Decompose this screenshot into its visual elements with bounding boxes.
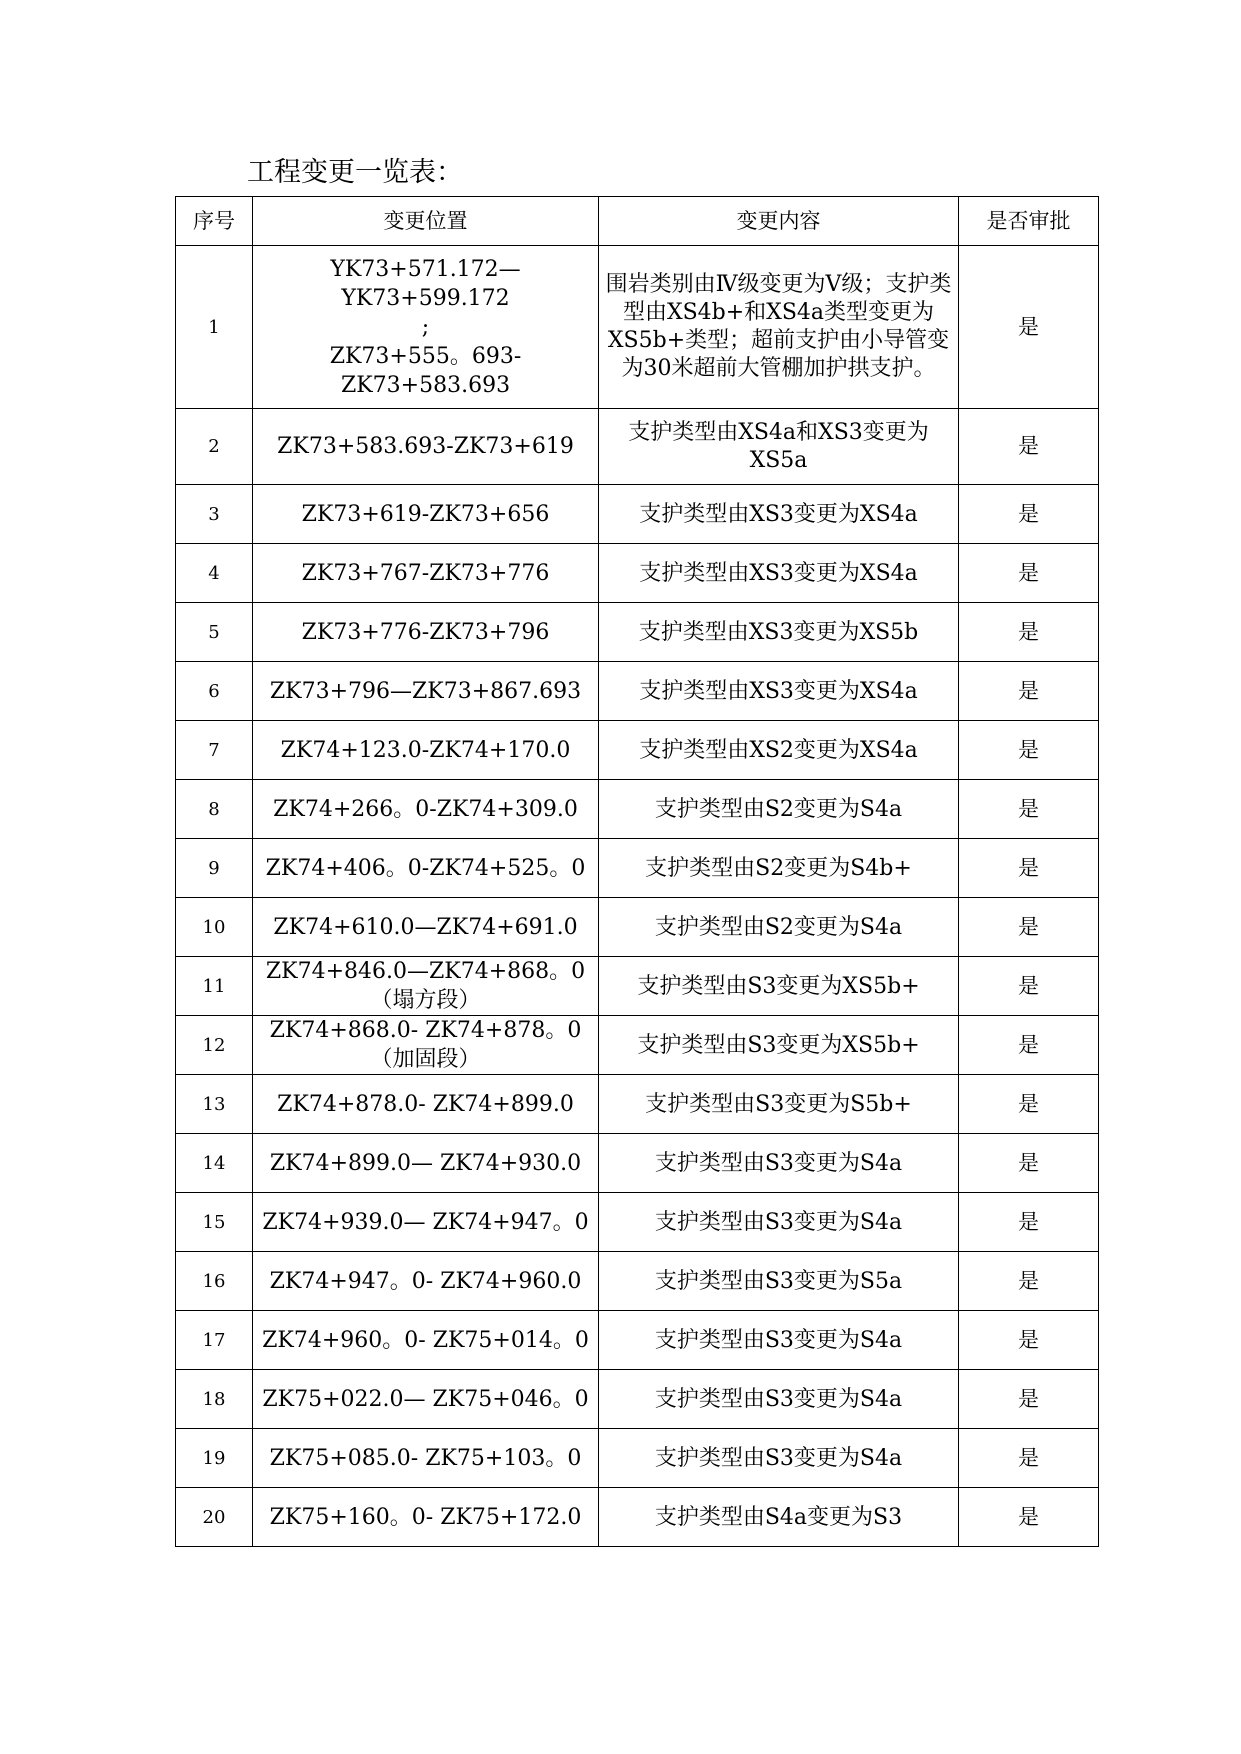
change-content: 支护类型由S3变更为XS5b+ <box>599 1016 959 1075</box>
change-position <box>253 1134 599 1193</box>
position-line: ZK74+947。0- ZK74+960.0 <box>269 1268 582 1294</box>
approval-status: 是 <box>959 603 1099 662</box>
table-row <box>176 1311 1099 1370</box>
change-position <box>253 485 599 544</box>
change-content: 支护类型由S3变更为S4a <box>599 1134 959 1193</box>
change-content: 支护类型由XS3变更为XS4a <box>599 485 959 544</box>
table-row <box>176 957 1099 1016</box>
row-number: 1 <box>176 246 253 409</box>
page-title: 工程变更一览表： <box>247 157 463 188</box>
table-row <box>176 1075 1099 1134</box>
position-line: ZK73+619-ZK73+656 <box>301 501 550 527</box>
table-row <box>176 1429 1099 1488</box>
approval-status: 是 <box>959 1075 1099 1134</box>
approval-status: 是 <box>959 246 1099 409</box>
approval-status: 是 <box>959 1134 1099 1193</box>
table-body <box>176 246 1099 1547</box>
row-number: 18 <box>176 1370 253 1429</box>
position-line: ZK73+555。693-ZK73+583.693 <box>329 343 522 398</box>
change-position <box>253 603 599 662</box>
change-position <box>253 1429 599 1488</box>
position-line: ZK73+776-ZK73+796 <box>301 619 550 645</box>
row-number: 8 <box>176 780 253 839</box>
position-line: ZK74+610.0—ZK74+691.0 <box>273 914 578 940</box>
change-position <box>253 1370 599 1429</box>
approval-status: 是 <box>959 1429 1099 1488</box>
row-number: 2 <box>176 409 253 485</box>
change-content: 支护类型由S3变更为S4a <box>599 1429 959 1488</box>
approval-status: 是 <box>959 1193 1099 1252</box>
change-position <box>253 1488 599 1547</box>
approval-status: 是 <box>959 780 1099 839</box>
table-row <box>176 780 1099 839</box>
row-number: 11 <box>176 957 253 1016</box>
change-content: 围岩类别由Ⅳ级变更为Ⅴ级；支护类型由XS4b+和XS4a类型变更为XS5b+类型；超前支护由小导管变为30米超前大管棚加护拱支护。 <box>599 246 959 409</box>
change-position <box>253 1016 599 1075</box>
position-line: YK73+571.172—YK73+599.172 <box>330 256 521 311</box>
table-header-row <box>176 197 1099 246</box>
change-position <box>253 544 599 603</box>
position-line: ZK75+022.0— ZK75+046。0 <box>262 1386 589 1412</box>
row-number: 5 <box>176 603 253 662</box>
change-content: 支护类型由S3变更为S4a <box>599 1370 959 1429</box>
change-position <box>253 1075 599 1134</box>
change-position <box>253 1252 599 1311</box>
approval-status: 是 <box>959 1016 1099 1075</box>
approval-status: 是 <box>959 839 1099 898</box>
change-content: 支护类型由S3变更为S4a <box>599 1193 959 1252</box>
change-position <box>253 662 599 721</box>
change-position <box>253 898 599 957</box>
change-content: 支护类型由S2变更为S4b+ <box>599 839 959 898</box>
change-position <box>253 721 599 780</box>
change-position <box>253 839 599 898</box>
header-no: 序号 <box>176 197 253 246</box>
table-row <box>176 409 1099 485</box>
table-row <box>176 544 1099 603</box>
row-number: 7 <box>176 721 253 780</box>
change-content: 支护类型由XS3变更为XS5b <box>599 603 959 662</box>
table-row <box>176 1370 1099 1429</box>
row-number: 12 <box>176 1016 253 1075</box>
table-row <box>176 1488 1099 1547</box>
row-number: 10 <box>176 898 253 957</box>
position-line: ZK74+939.0— ZK74+947。0 <box>262 1209 589 1235</box>
change-content: 支护类型由XS3变更为XS4a <box>599 544 959 603</box>
table-row <box>176 1193 1099 1252</box>
change-content: 支护类型由S3变更为S5a <box>599 1252 959 1311</box>
change-content: 支护类型由S2变更为S4a <box>599 780 959 839</box>
approval-status: 是 <box>959 957 1099 1016</box>
header-position: 变更位置 <box>253 197 599 246</box>
change-table <box>175 196 1099 1547</box>
header-approved: 是否审批 <box>959 197 1099 246</box>
row-number: 13 <box>176 1075 253 1134</box>
row-number: 16 <box>176 1252 253 1311</box>
position-line: ZK73+767-ZK73+776 <box>301 560 550 586</box>
row-number: 14 <box>176 1134 253 1193</box>
row-number: 9 <box>176 839 253 898</box>
table-row <box>176 1252 1099 1311</box>
approval-status: 是 <box>959 1311 1099 1370</box>
position-line: ZK74+406。0-ZK74+525。0 <box>265 855 586 881</box>
position-line: ZK74+868.0- ZK74+878。0（加固段） <box>269 1018 582 1072</box>
row-number: 6 <box>176 662 253 721</box>
change-position <box>253 1193 599 1252</box>
change-content: 支护类型由XS2变更为XS4a <box>599 721 959 780</box>
position-line: ZK75+160。0- ZK75+172.0 <box>269 1504 582 1530</box>
table-row <box>176 1016 1099 1075</box>
table-row <box>176 721 1099 780</box>
change-position <box>253 780 599 839</box>
position-line: ; <box>421 314 430 340</box>
table-row <box>176 485 1099 544</box>
position-line: ZK75+085.0- ZK75+103。0 <box>269 1445 582 1471</box>
row-number: 15 <box>176 1193 253 1252</box>
position-line: ZK74+960。0- ZK75+014。0 <box>262 1327 589 1353</box>
change-content: 支护类型由XS4a和XS3变更为XS5a <box>599 409 959 485</box>
row-number: 4 <box>176 544 253 603</box>
row-number: 3 <box>176 485 253 544</box>
change-content: 支护类型由S3变更为S4a <box>599 1311 959 1370</box>
change-content: 支护类型由S3变更为S5b+ <box>599 1075 959 1134</box>
change-position <box>253 1311 599 1370</box>
approval-status: 是 <box>959 721 1099 780</box>
approval-status: 是 <box>959 1252 1099 1311</box>
position-line: ZK74+899.0— ZK74+930.0 <box>269 1150 582 1176</box>
approval-status: 是 <box>959 662 1099 721</box>
table-row <box>176 1134 1099 1193</box>
change-position <box>253 409 599 485</box>
change-position <box>253 246 599 409</box>
table-row <box>176 662 1099 721</box>
change-position <box>253 957 599 1016</box>
position-line: ZK74+878.0- ZK74+899.0 <box>277 1091 574 1117</box>
table-row <box>176 839 1099 898</box>
approval-status: 是 <box>959 544 1099 603</box>
approval-status: 是 <box>959 1370 1099 1429</box>
change-content: 支护类型由XS3变更为XS4a <box>599 662 959 721</box>
approval-status: 是 <box>959 409 1099 485</box>
position-line: ZK73+583.693-ZK73+619 <box>277 434 574 459</box>
table-row <box>176 898 1099 957</box>
change-content: 支护类型由S4a变更为S3 <box>599 1488 959 1547</box>
position-line: ZK74+123.0-ZK74+170.0 <box>280 737 571 763</box>
row-number: 17 <box>176 1311 253 1370</box>
table-row <box>176 603 1099 662</box>
header-content: 变更内容 <box>599 197 959 246</box>
position-line: ZK73+796—ZK73+867.693 <box>269 678 582 704</box>
approval-status: 是 <box>959 898 1099 957</box>
approval-status: 是 <box>959 485 1099 544</box>
approval-status: 是 <box>959 1488 1099 1547</box>
position-line: ZK74+846.0—ZK74+868。0（塌方段） <box>265 959 586 1013</box>
position-line: ZK74+266。0-ZK74+309.0 <box>273 796 578 822</box>
row-number: 19 <box>176 1429 253 1488</box>
change-content: 支护类型由S2变更为S4a <box>599 898 959 957</box>
row-number: 20 <box>176 1488 253 1547</box>
table-row <box>176 246 1099 409</box>
change-content: 支护类型由S3变更为XS5b+ <box>599 957 959 1016</box>
